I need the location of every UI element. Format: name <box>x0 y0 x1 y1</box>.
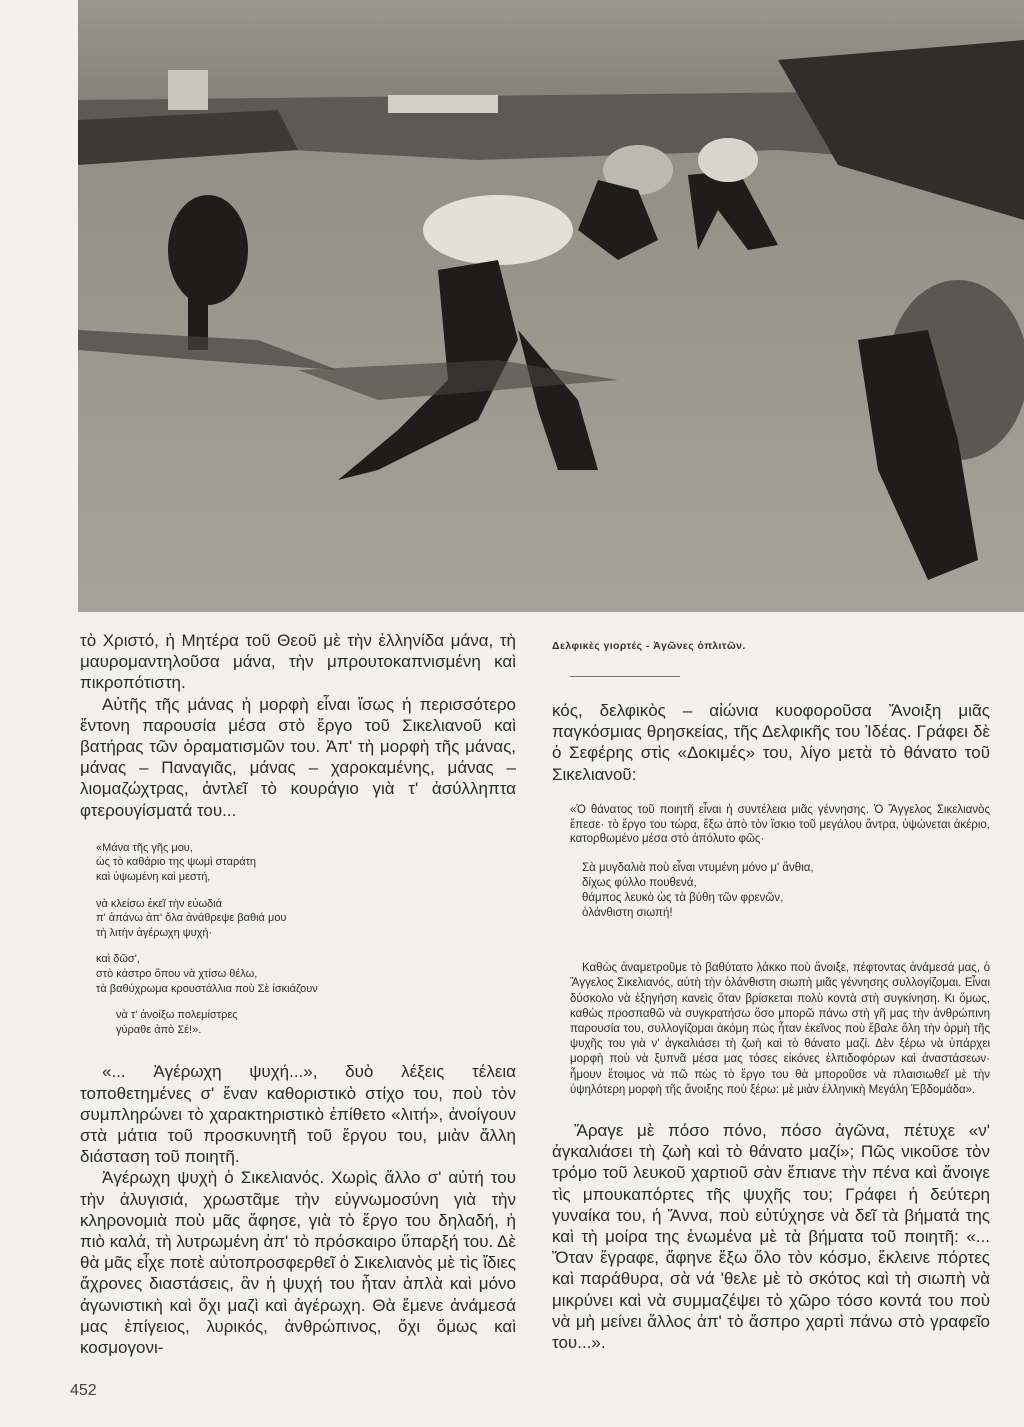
right-paragraph-1: κός, δελφικὸς – αἰώνια κυοφοροῦσα Ἄνοιξη μιᾶς παγκόσμιας θρησκείας, τῆς Δελφικῆς του Ἰδέας. Γράφει δὲ ὁ Σεφέρης στὶς «Δοκιμές» του, λίγο μετὰ τὸ θάνατο τοῦ Σικελιανοῦ: <box>552 701 990 784</box>
seferis-quote-continued: Καθὼς ἀναμετροῦμε τὸ βαθύτατο λάκκο ποὺ ἄνοιξε, πέφτοντας ἀνάμεσά μας, ὁ Ἄγγελος Σικελιανός, αὐτὴ τὴν ὁλάνθιστη σιωπὴ μιᾶς γέννησης συλλογίζομαι. Εἶναι δύσκολο νὰ ἐξηγήση κανεὶς ὅταν βρίσκεται πολὺ κοντὰ στὴ συγκίνηση. Κι ὅμως, καθὼς προσπαθῶ νὰ συγκρατήσω ὅσο μπορῶ πάνω στὴ γῆ μας τὴν ἀνθρώπινη παρουσία του, συλλογίζομαι ἀκόμη πὼς ἦταν ἐκεῖνος ποὺ ἔβαλε ὅλη τὴν ὁρμὴ τῆς ψυχῆς του γιὰ ν' ἀγκαλιάσει τὴ ζωὴ καὶ τὸ θάνατο μαζί. Δὲν ξέρω νὰ ὑπάρχει μορφὴ ποὺ νὰ ξυπνᾶ μέσα μας τόσες εἰκόνες ἐλπιδοφόρων καὶ ἀναστάσεων· ἦμουν ἕτοιμος νὰ πῶ πὼς τὸ ἔργο του θὰ μποροῦσε νὰ πλαισιωθεῖ μὲ τὴν ὑψηλότερη μορφὴ τῆς ἄνοιξης ποὺ ξέρω: μὲ μιὰν ἑλληνικὴ Μεγάλη Ἑβδομάδα». <box>570 962 990 1096</box>
poem-line: τὰ βαθύχρωμα κρουστάλλια ποὺ Σὲ ἰσκιάζουν <box>96 982 318 995</box>
poem-line: γύραθε ἀπὸ Σέ!». <box>116 1023 202 1036</box>
poem-stanza <box>96 897 516 941</box>
photograph-hoplite-games <box>78 0 1024 612</box>
left-paragraph-2: Αὐτῆς τῆς μάνας ἡ μορφὴ εἶναι ἴσως ἡ περισσότερο ἔντονη παρουσία μέσα στὸ ἔργο τοῦ Σικελιανοῦ καὶ βατήρας τῶν ὁραματισμῶν του. Ἀπ' τὴ μορφὴ τῆς μάνας, μάνας – Παναγιᾶς, μάνας – χαροκαμένης, μάνας – λιομαζώχτρας, ἀντλεῖ τὸ κουράγιο γιὰ τ' ἀσύλληπτα φτερουγίσματά του... <box>80 694 516 820</box>
poem-stanza <box>116 1008 516 1037</box>
poem-stanza <box>96 841 516 885</box>
left-paragraph-4: Ἀγέρωχη ψυχὴ ὁ Σικελιανός. Χωρὶς ἄλλο σ' αὐτή του τὴν ἀλυγισιά, χρωστᾶμε τὴν εὐγνωμοσύνη γιὰ τὴν κληρονομιὰ ποὺ μᾶς ἄφησε, γιὰ τὸ ἔργο του δηλαδή, ἡ πιὸ καλά, τὴ λυτρωμένη ἀπ' τὸ πρόσκαιρο ὕπαρξή του. Δὲ θὰ μᾶς εἶχε ποτὲ αὐτοπροσφερθεῖ ὁ Σικελιανὸς μὲ τὶς ἴδιες ἄχρονες διαστάσεις, ἂν ἡ ψυχή του ἦταν ἁπλὰ καὶ μόνο ἀγωνιστικὴ καὶ ὄχι μαζὶ καὶ ἀγέρωχη. Θὰ ἔμενε ἀνάμεσά μας ἐπίγειος, λυρικός, ἀνθρώπινος, ὄχι ὅμως καὶ κοσμογονι- <box>80 1168 516 1357</box>
caption-divider <box>570 676 680 677</box>
poem-line: «Μάνα τῆς γῆς μου, <box>96 841 193 854</box>
poem-line: ὡς τὸ καθάριο της ψωμὶ σταράτη <box>96 856 257 869</box>
right-paragraph-2: Ἄραγε μὲ πόσο πόνο, πόσο ἀγῶνα, πέτυχε «ν' ἀγκαλιάσει τὴ ζωὴ καὶ τὸ θάνατο μαζί»; Πῶς νικοῦσε τὸν τρόμο τοῦ λευκοῦ χαρτιοῦ σὰν ἔπιανε τὴν πένα καὶ ἄνοιγε τὶς μπουκαπόρτες τῆς ψυχῆς του; Γράφει ἡ δεύτερη γυναίκα του, ἡ Ἄννα, ποὺ εὐτύχησε νὰ δεῖ τὰ βήματά της καὶ τὴ μοίρα της ἑνωμένα μὲ τὰ βήματα τοῦ ποιητῆ: «... Ὅταν ἔγραφε, ἄφηνε ἔξω ὅλο τὸν κόσμο, ἔκλεινε πόρτες καὶ παράθυρα, σὰ νά 'θελε μὲ τὸ σκότος καὶ τὴ σιωπὴ νὰ μικρύνει καὶ νὰ συμμαζέψει τὸ χῶρο τόσο κοντά του ποὺ νὰ μὴ μείνει ἄλλος ἀπ' τὸ ἄσπρο χαρτὶ πάνω στὸ γραφεῖο του...». <box>552 1121 990 1353</box>
poem-line: στὸ κάστρο ὅπου νὰ χτίσω θέλω, <box>96 967 258 980</box>
poem-line: καὶ δῶσ', <box>96 953 140 966</box>
poem-line: καὶ ὑψωμένη καὶ μεστή, <box>96 871 211 884</box>
poem-stanza <box>96 952 516 996</box>
poem-quote <box>96 841 516 1038</box>
poem-line: νὰ τ' ἀνοίξω πολεμίστρες <box>116 1009 238 1022</box>
quote-verse <box>582 861 990 921</box>
right-column <box>552 700 990 1353</box>
page-number: 452 <box>70 1382 97 1399</box>
left-paragraph-1: τὸ Χριστό, ἡ Μητέρα τοῦ Θεοῦ μὲ τὴν ἑλληνίδα μάνα, τὴ μαυρομαντηλοῦσα μάνα, τὴν μπρουτοκαπνισμένη καὶ πικροπότιστη. <box>80 631 516 693</box>
verse-line: δίχως φύλλο πουθενά, <box>582 877 697 890</box>
poem-line: π' ἀπάνω ἀπ' ὅλα ἀνάθρεψε βαθιά μου <box>96 912 287 925</box>
verse-line: Σὰ μυγδαλιὰ ποὺ εἶναι ντυμένη μόνο μ' ἄνθια, <box>582 862 814 875</box>
poem-line: τὴ λιτὴν ἀγέρωχη ψυχή· <box>96 926 213 939</box>
left-column <box>80 630 516 1358</box>
left-paragraph-3: «... Ἀγέρωχη ψυχή...», δυὸ λέξεις τέλεια τοποθετημένες σ' ἕναν καθοριστικὸ στίχο του, ποὺ τὸν συμπληρώνει τὸ χαρακτηριστικὸ ἐπίθετο «λιτή», ἀνοίγουν στὰ μάτια τοῦ προσκυνητῆ τοῦ ἔργου του, μιὰν ἄλλη διάσταση τοῦ ποιητῆ. <box>80 1062 516 1167</box>
photo-caption: Δελφικὲς γιορτές - Ἀγῶνες ὁπλιτῶν. <box>552 640 746 652</box>
photo-image <box>78 0 1024 612</box>
verse-line: ὁλάνθιστη σιωπή! <box>582 907 673 920</box>
seferis-quote: «Ὁ θάνατος τοῦ ποιητῆ εἶναι ἡ συντέλεια μιᾶς γέννησης. Ὁ Ἄγγελος Σικελιανὸς ἔπεσε· τὸ ἔργο του τώρα, ἔξω ἀπὸ τὸν ἴσκιο τοῦ μεγάλου ἄντρα, ὑψώνεται ἀκέριο, κατορθωμένο μέσα στὸ ἀπόλυτο φῶς· <box>570 803 990 846</box>
verse-line: θάμπος λευκὸ ὡς τὰ βύθη τῶν φρενῶν, <box>582 892 784 905</box>
poem-line: νὰ κλείσω ἐκεῖ τὴν εὐωδιά <box>96 897 222 910</box>
